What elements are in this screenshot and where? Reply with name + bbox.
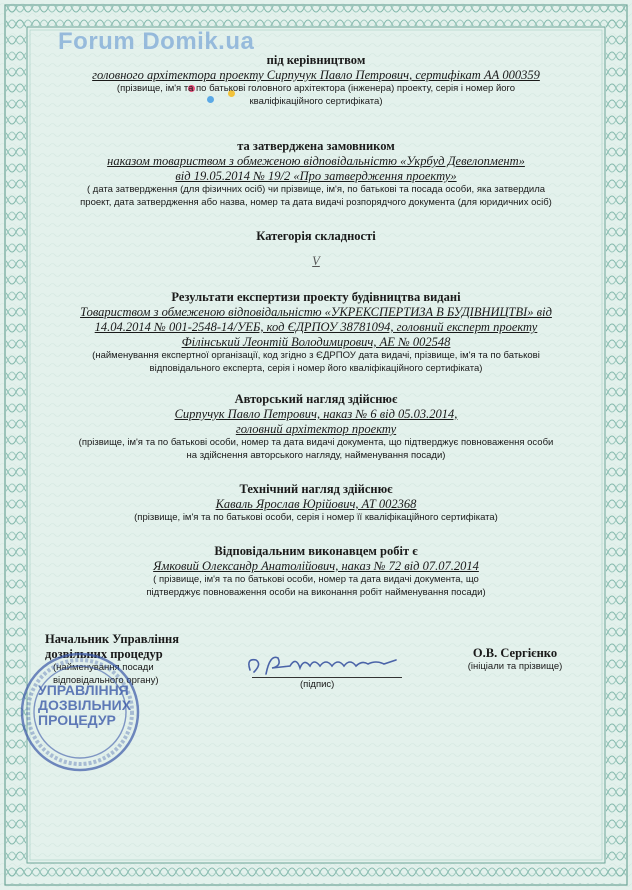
- technical-supervision-note: (прізвище, ім'я та по батькові особи, серія і номер її кваліфікаційного сертифіката): [134, 512, 498, 523]
- supervision-value: головного архітектора проекту Сирпучук Павло Петрович, сертифікат АА 000359: [92, 68, 540, 82]
- stamp-line-1: УПРАВЛІННЯ: [38, 682, 129, 698]
- author-supervision-value-2: головний архітектор проекту: [235, 422, 397, 436]
- signature-line: [252, 677, 402, 678]
- forum-watermark: Forum Domik.ua: [58, 28, 255, 55]
- author-supervision-section: [30, 392, 602, 462]
- expertise-section: [30, 290, 602, 375]
- stamp-text: [38, 683, 131, 728]
- complexity-heading: Категорія складності: [256, 229, 376, 243]
- expertise-note-1: (найменування експертної організації, код згідно з ЄДРПОУ дата видачі, прізвище, ім'я та по батькові: [92, 350, 540, 361]
- handwritten-signature: [244, 648, 404, 680]
- complexity-value: V: [312, 254, 320, 268]
- contractor-note-2: підтверджує повноваження особи на виконання робіт найменування посади): [146, 586, 486, 598]
- approval-heading: та затверджена замовником: [237, 139, 395, 153]
- supervision-note-2: кваліфікаційного сертифіката): [249, 95, 383, 107]
- signatory-note-1: (найменування посади: [53, 662, 154, 673]
- technical-supervision-value: Каваль Ярослав Юрійович, АТ 002368: [215, 497, 417, 511]
- contractor-heading: Відповідальним виконавцем робіт є: [214, 544, 418, 558]
- author-supervision-value-1: Сирпучук Павло Петрович, наказ № 6 від 05.03.2014,: [174, 407, 458, 421]
- signatory-title-2: дозвільних процедур: [45, 647, 163, 661]
- supervision-note-1: (прізвище, ім'я та по батькові головного архітектора (інженера) проекту, серія і номер його: [116, 83, 516, 94]
- author-supervision-note-2: на здійснення авторського нагляду, найменування посади): [186, 449, 446, 461]
- stamp-line-2: ДОЗВІЛЬНИХ: [38, 697, 132, 713]
- supervision-heading: під керівництвом: [266, 53, 366, 67]
- expertise-value-1: Товариством з обмеженою відповідальністю «УКРЕКСПЕРТИЗА В БУДІВНИЦТВІ» від: [80, 305, 552, 319]
- signatory-title-1: Начальник Управління: [45, 632, 180, 646]
- signatory-name-block: [440, 646, 590, 674]
- contractor-section: [30, 544, 602, 599]
- stamp-line-3: ПРОЦЕДУР: [38, 712, 116, 728]
- contractor-value: Ямковий Олександр Анатолійович, наказ № 72 від 07.07.2014: [153, 559, 479, 573]
- supervision-section: [30, 53, 602, 108]
- author-supervision-heading: Авторський нагляд здійснює: [234, 392, 398, 406]
- complexity-section: [30, 229, 602, 269]
- signatory-name: О.В. Сергієнко: [472, 646, 558, 660]
- expertise-value-3: Філінський Леонтій Володимирович, АЕ № 002548: [181, 335, 451, 349]
- author-supervision-note-1: (прізвище, ім'я та по батькові особи, номер та дата видачі документа, що підтверджує повноваження особи: [78, 437, 554, 448]
- expertise-value-2: 14.04.2014 № 001-2548-14/УЕБ, код ЄДРПОУ 38781094, головний експерт проекту: [94, 320, 538, 334]
- signatory-note-2: відповідального органу): [53, 674, 159, 686]
- approval-section: [30, 139, 602, 209]
- expertise-heading: Результати експертизи проекту будівництва видані: [171, 290, 461, 304]
- signatory-name-note: (ініціали та прізвище): [467, 661, 563, 672]
- signature-note: (підпис): [300, 679, 335, 690]
- approval-value-2: від 19.05.2014 № 19/2 «Про затвердження проекту»: [175, 169, 457, 183]
- approval-value-1: наказом товариством з обмеженою відповідальністю «Укрбуд Девелопмент»: [107, 154, 525, 168]
- approval-note-2: проект, дата затвердження або назва, номер та дата видачі розпорядчого документа (для юридичних осіб): [80, 196, 552, 208]
- expertise-note-2: відповідального експерта, серія і номер його кваліфікаційного сертифіката): [149, 362, 483, 374]
- technical-supervision-section: [30, 482, 602, 525]
- technical-supervision-heading: Технічний нагляд здійснює: [239, 482, 393, 496]
- contractor-note-1: ( прізвище, ім'я та по батькові особи, номер та дата видачі документа, що: [153, 574, 479, 585]
- approval-note-1: ( дата затвердження (для фізичних осіб) чи прізвище, ім'я, по батькові та посада особи, яка затвердила: [86, 184, 546, 195]
